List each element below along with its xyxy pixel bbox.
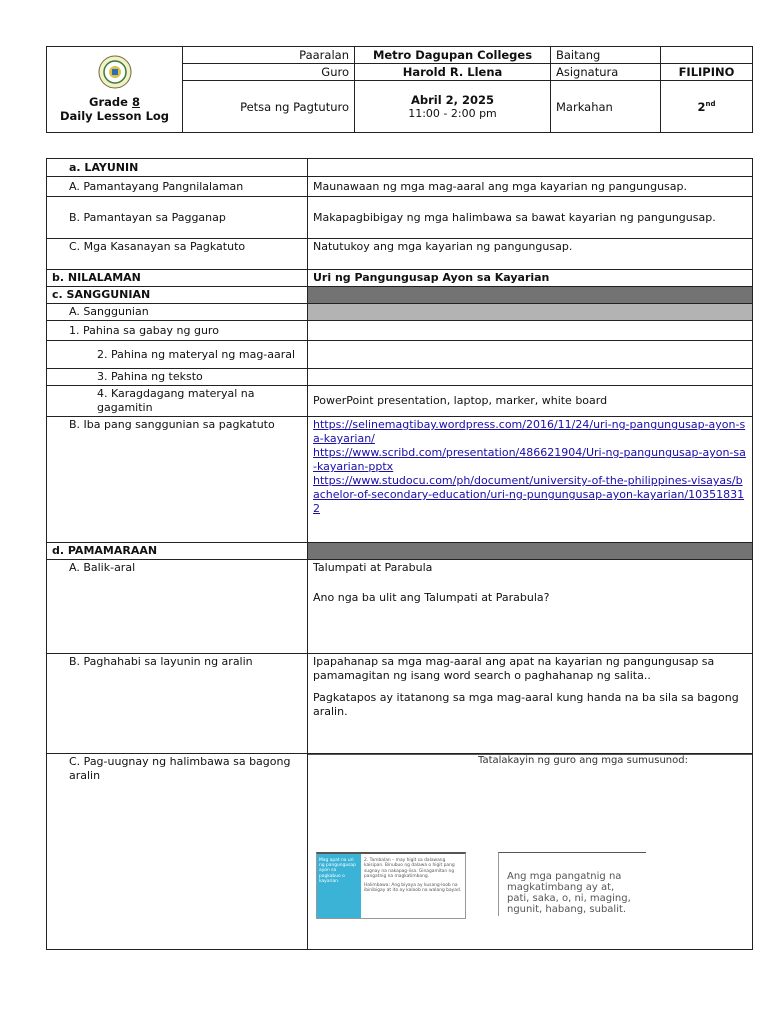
school-logo-cell [47,47,183,133]
sanggunian-heading: c. SANGGUNIAN [47,287,308,304]
slide-thumbnail-tambalan [316,852,466,919]
karagdagang-materyal-label: 4. Karagdagang materyal na gagamitin [47,386,308,417]
pag-uugnay-value [308,754,753,950]
asignatura-value: FILIPINO [661,64,753,81]
paghahabi-paragraph-1: Ipapahanap sa mga mag-aaral ang apat na kayarian ng pangungusap sa pamamagitan ng isang word search o paghahanap ng salita.. [313,655,715,682]
baitang-label: Baitang [551,47,661,64]
slide-sidebar-text: Mag apat na uri ng pangungusap ayon sa pagkabuo o kayarian. [317,854,361,918]
iba-pang-sanggunian-label: B. Iba pang sanggunian sa pagkatuto [47,417,308,543]
paghahabi-paragraph-2: Pagkatapos ay itatanong sa mga mag-aaral kung handa na ba sila sa bagong aralin. [313,691,739,718]
grade-number: 8 [131,95,140,109]
paaralan-label: Paaralan [183,47,355,64]
pamamaraan-heading: d. PAMAMARAAN [47,543,308,560]
guro-value: Harold R. Llena [355,64,551,81]
layunin-heading: a. LAYUNIN [47,159,308,177]
pag-uugnay-label: C. Pag-uugnay ng halimbawa sa bagong aralin [47,754,308,950]
kasanayan-label: C. Mga Kasanayan sa Pagkatuto [47,239,308,270]
balik-aral-label: A. Balik-aral [47,560,308,654]
gabay-ng-guro-label: 1. Pahina sa gabay ng guro [47,321,308,341]
header-table [46,46,753,133]
grade-label: Grade [89,95,128,109]
school-seal-icon [98,55,132,89]
sanggunian-a-label: A. Sanggunian [47,304,308,321]
balik-aral-topic: Talumpati at Parabula [313,561,433,574]
kasanayan-value: Natutukoy ang mga kayarian ng pangungusap. [308,239,753,270]
paghahabi-label: B. Paghahabi sa layunin ng aralin [47,654,308,754]
nilalaman-value: Uri ng Pangungusap Ayon sa Kayarian [308,270,753,287]
karagdagang-materyal-value: PowerPoint presentation, laptop, marker, white board [308,386,753,417]
reference-link[interactable]: https://selinemagtibay.wordpress.com/2016/11/24/uri-ng-pangungusap-ayon-sa-kayarian/ [313,418,746,445]
asignatura-label: Asignatura [551,64,661,81]
nilalaman-heading: b. NILALAMAN [47,270,308,287]
balik-aral-value [308,560,753,654]
slide-thumbnail-pangatnig: Ang mga pangatnig na magkatimbang ay at, pati, saka, o, ni, maging, ngunit, habang, subalit. [498,852,646,916]
paaralan-value: Metro Dagupan Colleges [355,47,551,64]
reference-link[interactable]: https://www.studocu.com/ph/document/university-of-the-philippines-visayas/bachelor-of-secondary-education/uri-ng-pungungusap-ayon-kayarian/103518312 [313,474,745,515]
lesson-table [46,158,753,950]
pamantayan-sa-pagganap-value: Makapagbibigay ng mga halimbawa sa bawat kayarian ng pangungusap. [308,197,753,239]
slide-body: 2. Tambalan – may higit sa dalawang kaisipan. Binubuo ng dalawa o higit pang sugnay na nakapag-iisa. Ginagamitan ng pangatnig na magkatimbang. Halimbawa: Ang biyaya ay kusang-loob na ibinibigay at ito ay kaloob na walang bayad. [364,858,462,894]
petsa-value [355,81,551,133]
materyal-mag-aaral-label: 2. Pahina ng materyal ng mag-aaral [47,341,308,369]
daily-lesson-log-title: Daily Lesson Log [59,109,170,123]
markahan-label: Markahan [551,81,661,133]
pamantayang-pangnilalaman-label: A. Pamantayang Pangnilalaman [47,177,308,197]
baitang-value [661,47,753,64]
markahan-value: 2nd [661,81,753,133]
paghahabi-value [308,654,753,754]
petsa-date: Abril 2, 2025 [410,93,495,107]
pahina-teksto-label: 3. Pahina ng teksto [47,369,308,386]
petsa-time: 11:00 - 2:00 pm [408,107,497,120]
pamantayan-sa-pagganap-label: B. Pamantayan sa Pagganap [47,197,308,239]
petsa-label: Petsa ng Pagtuturo [183,81,355,133]
balik-aral-question: Ano nga ba ulit ang Talumpati at Parabula? [313,591,550,604]
guro-label: Guro [183,64,355,81]
reference-link[interactable]: https://www.scribd.com/presentation/486621904/Uri-ng-pangungusap-ayon-sa-kayarian-pptx [313,446,746,473]
links-cell [308,417,753,543]
talakayin-text: Tatalakayin ng guro ang mga sumusunod: [478,755,688,766]
pamantayang-pangnilalaman-value: Maunawaan ng mga mag-aaral ang mga kayarian ng pangungusap. [308,177,753,197]
